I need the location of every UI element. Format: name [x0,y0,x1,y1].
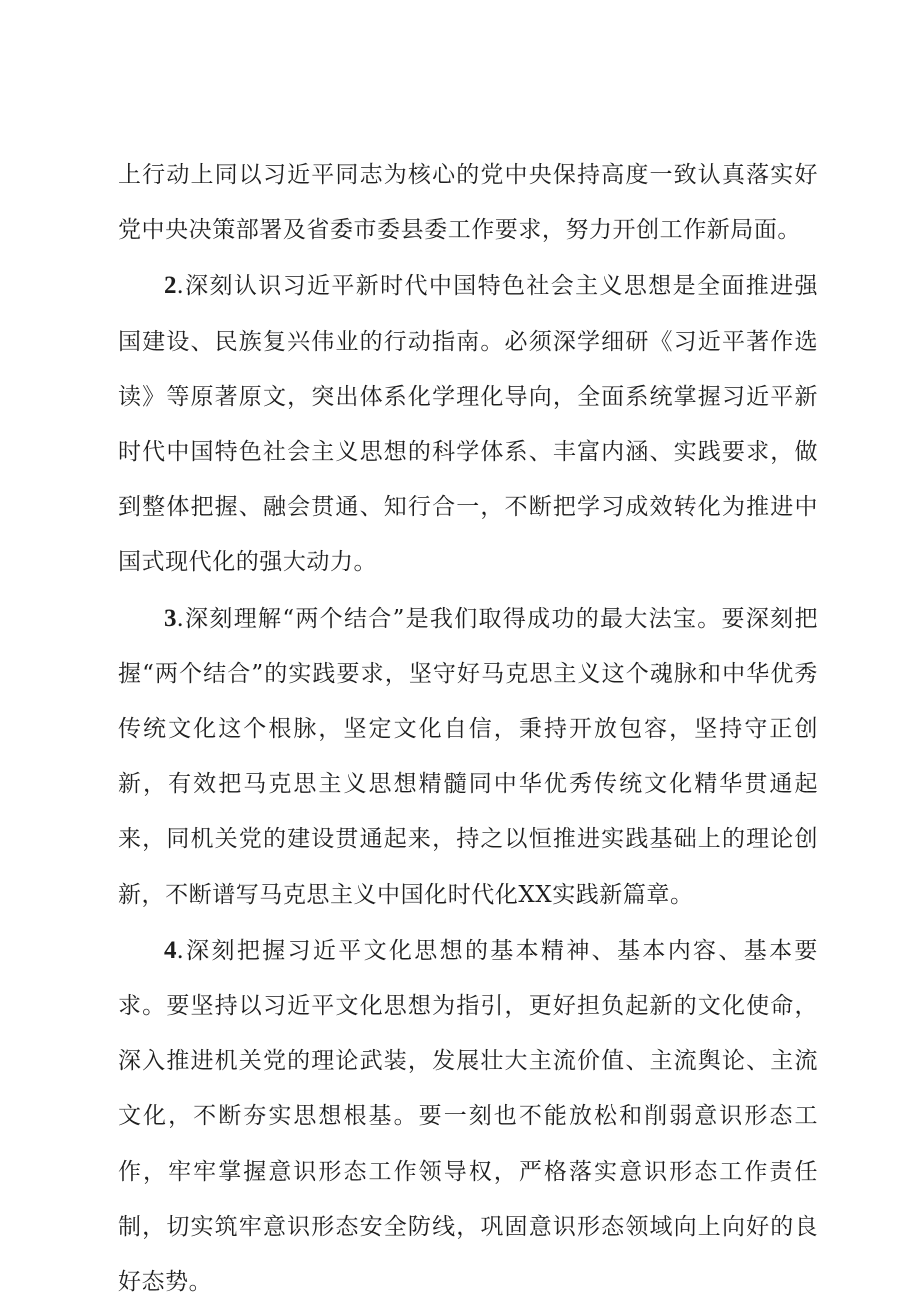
paragraph-4-number: 4 [164,936,177,964]
paragraph-3-number: 3 [164,604,177,632]
paragraph-1-text: 上行动上同以习近平同志为核心的党中央保持高度一致认真落实好党中央决策部署及省委市委县委工作要求，努力开创工作新局面。 [118,162,818,244]
paragraph-4 [118,923,818,1310]
paragraph-2-number: 2 [164,272,177,300]
paragraph-2-text: .深刻认识习近平新时代中国特色社会主义思想是全面推进强国建设、民族复兴伟业的行动指南。必须深学细研《习近平著作选读》等原著原文，突出体系化学理化导向，全面系统掌握习近平新时代中国特色社会主义思想的科学体系、丰富内涵、实践要求，做到整体把握、融会贯通、知行合一，不断把学习成效转化为推进中国式现代化的强大动力。 [118,273,818,576]
paragraph-3 [118,591,818,923]
document-body [118,148,818,1310]
paragraph-4-text: .深刻把握习近平文化思想的基本精神、基本内容、基本要求。要坚持以习近平文化思想为指引，更好担负起新的文化使命，深入推进机关党的理论武装，发展壮大主流价值、主流舆论、主流文化，不断夯实思想根基。要一刻也不能放松和削弱意识形态工作，牢牢掌握意识形态工作领导权，严格落实意识形态工作责任制，切实筑牢意识形态安全防线，巩固意识形态领域向上向好的良好态势。 [118,937,818,1296]
paragraph-continuation [118,148,818,258]
paragraph-3-text: .深刻理解“两个结合”是我们取得成功的最大法宝。要深刻把握“两个结合”的实践要求，坚守好马克思主义这个魂脉和中华优秀传统文化这个根脉，坚定文化自信，秉持开放包容，坚持守正创新，有效把马克思主义思想精髓同中华优秀传统文化精华贯通起来，同机关党的建设贯通起来，持之以恒推进实践基础上的理论创新，不断谱写马克思主义中国化时代化XX实践新篇章。 [118,605,818,908]
paragraph-2 [118,258,818,590]
